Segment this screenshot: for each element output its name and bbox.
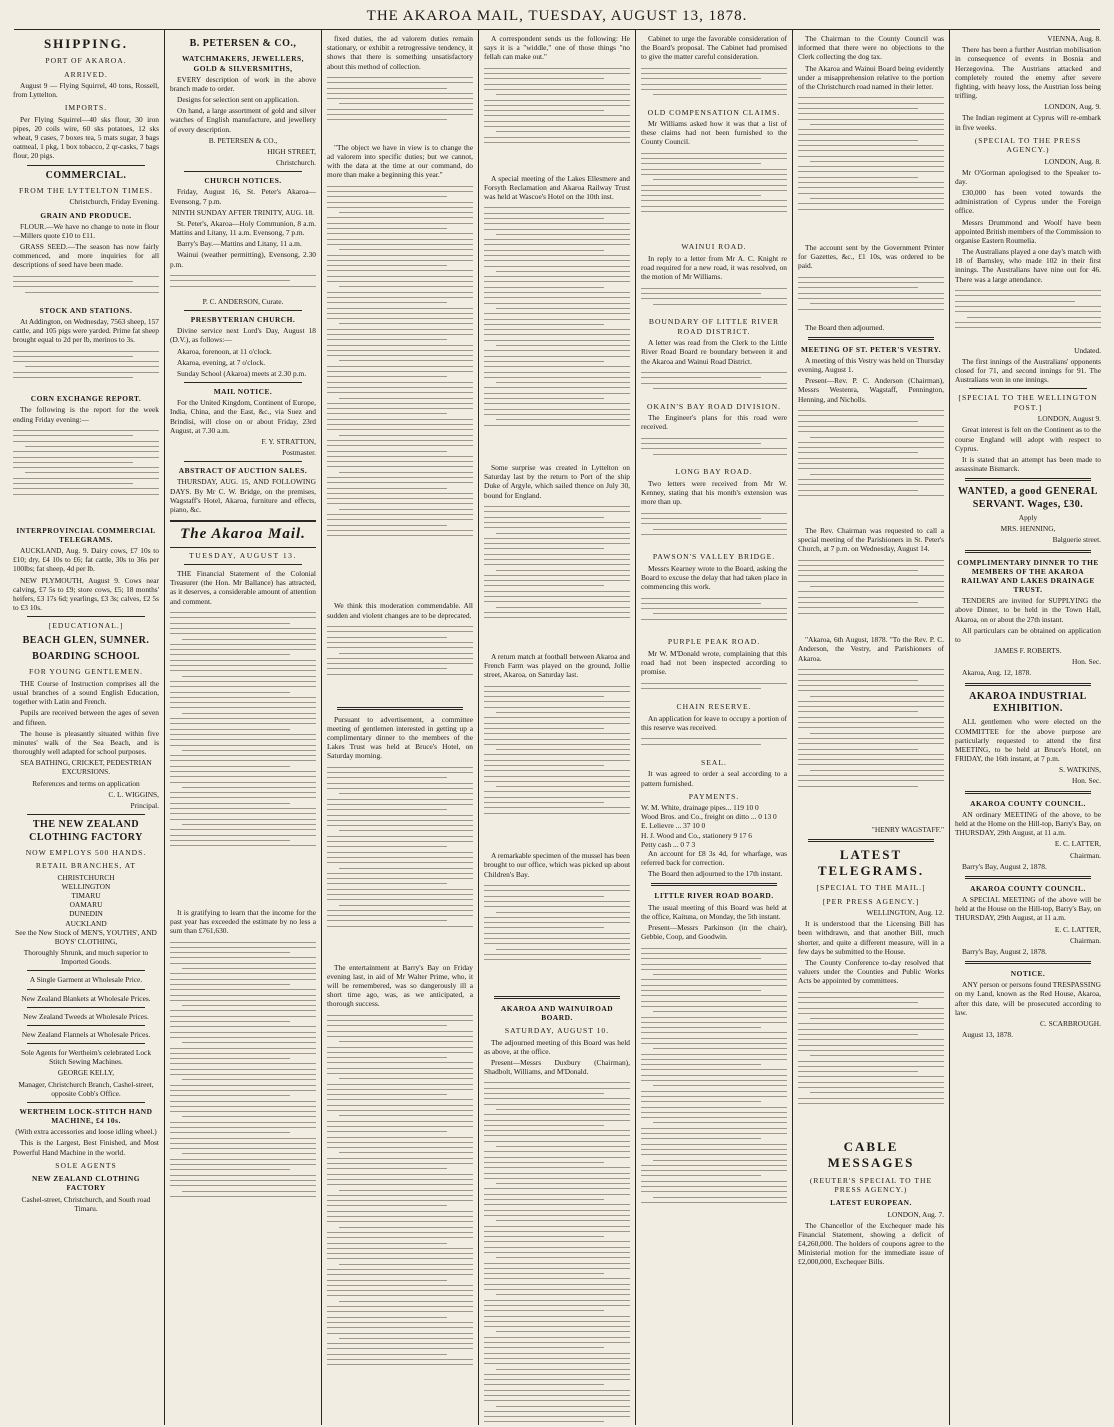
undated-text: The first innings of the Australians' opponents closed for 71, and second innings for 91. The Australians won in one innings. bbox=[955, 356, 1101, 385]
european-heading: LATEST EUROPEAN. bbox=[830, 1198, 912, 1208]
vienna-date: VIENNA, Aug. 8. bbox=[1047, 34, 1101, 43]
pawson-heading: PAWSON'S VALLEY BRIDGE. bbox=[652, 552, 776, 562]
henry-wagstaff-sig: "HENRY WAGSTAFF." bbox=[871, 824, 944, 834]
arrived-text: August 9 — Flying Squirrel, 40 tons, Rossell, from Lyttelton. bbox=[13, 80, 159, 100]
entertainment-text: The entertainment at Barry's Bay on Friday evening last, in aid of Mr Walter Prime, who, it will be remembered, was so dangerously ill a short time ago, was, as we anticipated, a thorough success. bbox=[327, 962, 473, 1009]
sea-text: SEA BATHING, CRICKET, PEDESTRIAN EXCURSIONS. bbox=[20, 758, 152, 777]
telegrams-text-1: It is understood that the Licensing Bill has been withdrawn, and that another Bill, much shorter, and quite a different measure, will in a few days be submitted to the House. bbox=[798, 919, 944, 956]
post-text-2: It is stated that an attempt has been made to assassinate Bismarck. bbox=[955, 454, 1101, 474]
cc-friday: Christchurch, Friday Evening. bbox=[69, 197, 159, 207]
aug13-date: August 13, 1878. bbox=[962, 1030, 1013, 1040]
cabinet-text: Cabinet to urge the favorable consideration of the Board's proposal. The Cabinet had promised to give the matter careful consideration. bbox=[641, 34, 787, 62]
refs-text: References and terms on application bbox=[32, 778, 140, 788]
church-text-3: St. Peter's, Akaroa—Holy Communion, 8 a.m. Mattins and Litany, 11 a.m. Evensong, 7 p.m. bbox=[170, 218, 316, 238]
county-text: AN ordinary MEETING of the above, to be held at the Home on the Hill-top, Barry's Bay, on THURSDAY, 29th August, at 11 a.m. bbox=[955, 809, 1101, 838]
payment-row: Wood Bros. and Co., freight on ditto ... 0 13 0 bbox=[641, 812, 777, 822]
wainui-board-text: The Akaroa and Wainui Board being evidently under a misapprehension relative to the portion of the Christchurch road named in their letter. bbox=[798, 63, 944, 91]
mussel-text: A remarkable specimen of the mussel has been brought to our office, which was picked up about Children's Bay. bbox=[484, 851, 630, 879]
county-council-text: The Chairman to the County Council was informed that there were no objections to the Clerk collecting the dog tax. bbox=[798, 34, 944, 62]
telegrams-date: WELLINGTON, Aug. 12. bbox=[866, 907, 944, 917]
chain-heading: CHAIN RESERVE. bbox=[676, 702, 752, 712]
watchmakers-heading: WATCHMAKERS, JEWELLERS, GOLD & SILVERSMITHS, bbox=[181, 54, 305, 73]
latest-machine: This is the Largest, Best Finished, and Most Powerful Hand Machine in the world. bbox=[13, 1138, 159, 1157]
pupils-text: Pupils are received between the ages of seven and fifteen. bbox=[13, 708, 159, 727]
church-text-4: Barry's Bay.—Mattins and Litany, 11 a.m. bbox=[177, 239, 302, 249]
designs-text: Designs for selection sent on application. bbox=[177, 95, 299, 105]
purple-peak-heading: PURPLE PEAK ROAD. bbox=[667, 637, 761, 647]
little-river-text-2: Present—Messrs Parkinson (in the chair), Gebbie, Coop, and Goodwin. bbox=[641, 923, 787, 942]
wertheim-sub: (With extra accessories and loose idling wheel.) bbox=[15, 1127, 157, 1137]
european-text: The Chancellor of the Exchequer made his Financial Statement, showing a deficit of £4,260,000. The holders of coupons agree to the Ministerial motion for the immediate issue of £2,000,000, Exchequer Bills. bbox=[798, 1220, 944, 1267]
wellington-post-heading: [SPECIAL TO THE WELLINGTON POST.] bbox=[958, 393, 1098, 412]
chairman-sig: Chairman. bbox=[1070, 850, 1101, 860]
branch-item: OAMARU bbox=[69, 900, 103, 910]
on-hand-text: On hand, a large assortment of gold and silver watches of English manufacture, and jewellery of every description. bbox=[170, 106, 316, 134]
corn-heading: CORN EXCHANGE REPORT. bbox=[30, 394, 142, 404]
mail-heading: MAIL NOTICE. bbox=[213, 387, 273, 397]
vienna-text: There has been a further Austrian mobilisation in consequence of events in Bosnia and Herzegovina. The Austrians attacked and completely routed the enemy after severe fighting, with heavy loss, the Austrian loss being trifling. bbox=[955, 45, 1101, 101]
payment-row: E. Lelievre ... 37 10 0 bbox=[641, 821, 706, 831]
okains-text: The Engineer's plans for this road were received. bbox=[641, 413, 787, 432]
notice-text: ANY person or persons found TRESPASSING on my Land, known as the Red House, Akaroa, after this date, will be prosecuted according to law. bbox=[955, 980, 1101, 1017]
column-6 bbox=[793, 30, 950, 1425]
wertheim-heading: WERTHEIM LOCK-STITCH HAND MACHINE, £4 10s. bbox=[19, 1106, 153, 1126]
cashel-text: Cashel-street, Christchurch, and South road Timaru. bbox=[21, 1194, 151, 1213]
london-post-date: LONDON, August 9. bbox=[1037, 414, 1101, 424]
long-bay-text: Two letters were received from Mr W. Kenney, stating that his month's extension was more than up. bbox=[641, 478, 787, 507]
kelly-sig: GEORGE KELLY, bbox=[57, 1068, 115, 1078]
agents: Sole Agents for Wertheim's celebrated Lock Stitch Sewing Machines. bbox=[20, 1048, 152, 1067]
latter-sig: E. C. LATTER, bbox=[1054, 839, 1101, 849]
presby-text-2: Akaroa, forenoon, at 11 o'clock. bbox=[177, 346, 272, 356]
beach-glen-heading: BEACH GLEN, SUMNER. bbox=[22, 634, 150, 646]
cable-heading: CABLE MESSAGES bbox=[827, 1139, 915, 1171]
corn-text: The following is the report for the week ending Friday evening:— bbox=[13, 405, 159, 424]
old-claims-text: Mr Williams asked how it was that a list of these claims had not been furnished to the County Council. bbox=[641, 118, 787, 147]
leader-cont-1: fixed duties, the ad valorem duties remain stationary, or exhibit a retrogressive tendency, it shows that there is something unsatisfactory about this method of collection. bbox=[327, 34, 473, 71]
payments-text: An account for £8 3s 4d, for wharfage, was referred back for correction. bbox=[641, 848, 787, 868]
abstract-heading: ABSTRACT OF AUCTION SALES. bbox=[178, 466, 308, 476]
shipping-heading: SHIPPING. bbox=[43, 36, 129, 51]
payment-row: W. M. White, drainage pipes... 119 10 0 bbox=[641, 803, 759, 813]
london-text-2: Mr O'Gorman apologised to the Speaker to-day. bbox=[955, 167, 1101, 186]
county-text-2: A SPECIAL MEETING of the above will be held at the House on the Hill-top, Barry's Bay, on THURSDAY, 29th August, at 11 a.m. bbox=[955, 895, 1101, 923]
road-board-heading: AKAROA AND WAINUIROAD BOARD. bbox=[500, 1003, 614, 1022]
hon-sec-sig-2: Hon. Sec. bbox=[1072, 776, 1101, 786]
column-7 bbox=[950, 30, 1106, 1425]
chain-text: An application for leave to occupy a portion of this reserve was received. bbox=[641, 713, 787, 732]
trust-meeting-text: A special meeting of the Lakes Ellesmere and Forsyth Reclamation and Akaroa Railway Trust was held at Wascoe's Hotel on the 10th inst. bbox=[484, 173, 630, 201]
hon-sec-sig: Hon. Sec. bbox=[1072, 657, 1101, 667]
grain-heading: GRAIN AND PRODUCE. bbox=[40, 210, 132, 220]
wainui-road-heading: WAINUI ROAD. bbox=[681, 242, 747, 252]
young-gentlemen-heading: FOR YOUNG GENTLEMEN. bbox=[28, 667, 143, 677]
dinner-text-2: All particulars can be obtained on application to bbox=[955, 625, 1101, 644]
vestry-text-2: Present—Rev. P. C. Anderson (Chairman), Messrs Westenra, Wagstaff, Pennington, Henning, and Nicholls. bbox=[798, 376, 944, 404]
branch-list bbox=[13, 873, 159, 928]
okains-heading: OKAIN'S BAY ROAD DIVISION. bbox=[647, 401, 781, 411]
tweeds: New Zealand Tweeds at Wholesale Prices. bbox=[23, 1011, 149, 1021]
payments-heading: PAYMENTS. bbox=[688, 791, 740, 801]
undated: Undated. bbox=[1074, 345, 1101, 355]
interprov-text: AUCKLAND, Aug. 9. Dairy cows, £7 10s to £10; dry, £4 10s to £6; fat cattle, 30s to 36s per 100lbs; fat sheep, 4d per lb. bbox=[13, 546, 159, 574]
european-date: LONDON, Aug. 7. bbox=[887, 1209, 944, 1219]
imports-heading: IMPORTS. bbox=[64, 103, 108, 113]
presby-text-1: Divine service next Lord's Day, August 18 (D.V.), as follows:— bbox=[170, 326, 316, 345]
new-stock: See the New Stock of MEN'S, YOUTHS', AND BOYS' CLOTHING, bbox=[15, 927, 157, 946]
dinner-heading: COMPLIMENTARY DINNER TO THE MEMBERS OF THE AKAROA RAILWAY AND LAKES DRAINAGE TRUST. bbox=[957, 557, 1099, 595]
payment-row: Petty cash ... 0 7 3 bbox=[641, 839, 696, 849]
post-text: Great interest is felt on the Continent as to the course England will adopt with respect to Cyprus. bbox=[955, 425, 1101, 453]
stock-text: At Addington, on Wednesday, 7563 sheep, 157 cattle, and 105 pigs were yarded. Prime fat sheep brought equal to 2d per lb, merinos to 3s. bbox=[13, 316, 159, 345]
column-1 bbox=[8, 30, 165, 1425]
branch-item: DUNEDIN bbox=[69, 909, 103, 919]
nzcf-footer: NEW ZEALAND CLOTHING FACTORY bbox=[31, 1174, 140, 1193]
stock-heading: STOCK AND STATIONS. bbox=[39, 305, 133, 315]
nzc-employs: NOW EMPLOYS 500 HANDS. bbox=[25, 847, 147, 857]
london-text-1: The Indian regiment at Cyprus will re-embark in five weeks. bbox=[955, 113, 1101, 132]
branch-item: AUCKLAND bbox=[65, 918, 107, 928]
branch-item: WELLINGTON bbox=[61, 881, 111, 891]
dinner-text: TENDERS are invited for SUPPLYING the above Dinner, to be held in the Town Hall, Akaroa, on or about the 27th instant. bbox=[955, 596, 1101, 624]
church-text-1: Friday, August 16, St. Peter's Akaroa—Evensong, 7 p.m. bbox=[170, 187, 316, 206]
grain-p2: GRASS SEED.—The season has now fairly commenced, and more inquiries for all descriptions of seed have been made. bbox=[13, 242, 159, 270]
pawson-text: Messrs Kearney wrote to the Board, asking the Board to excuse the delay that had taken place in commencing this work. bbox=[641, 563, 787, 592]
leader-cont-2: "The object we have in view is to change the ad valorem into specific duties; but we cannot, with the data at the time at our command, do more than make a beginning this year." bbox=[327, 142, 473, 180]
road-board-text-2: Present—Messrs Duxbury (Chairman), Shadbolt, Williams, and M'Donald. bbox=[484, 1057, 630, 1077]
petersen-sig-3: Christchurch. bbox=[275, 158, 316, 168]
boundary-heading: BOUNDARY OF LITTLE RIVER ROAD DISTRICT. bbox=[648, 317, 780, 336]
church-text-5: Wainui (weather permitting), Evensong, 2.30 p.m. bbox=[170, 250, 316, 269]
principal-sig: Principal. bbox=[130, 800, 159, 810]
column-3 bbox=[322, 30, 479, 1425]
branch-item: CHRISTCHURCH bbox=[57, 872, 115, 882]
from-times: FROM THE LYTTELTON TIMES. bbox=[18, 185, 154, 195]
petersen-sig-1: B. PETERSEN & CO., bbox=[208, 135, 278, 145]
scarbrough-sig: C. SCARBROUGH. bbox=[1040, 1018, 1101, 1028]
house-text: The house is pleasantly situated within five minutes' walk of the Sea Beach, and is thoroughly well adapted for school purposes. bbox=[13, 728, 159, 757]
single-garment: A Single Garment at Wholesale Price. bbox=[29, 975, 143, 985]
wainui-road-text: In reply to a letter from Mr A. C. Knight re road required for a new road, it was resolved, on the motion of Mr Williams. bbox=[641, 253, 787, 282]
akaroa-date: Akaroa, Aug. 12, 1878. bbox=[962, 668, 1032, 678]
wanted-heading: WANTED, a good GENERAL SERVANT. Wages, £30. bbox=[958, 486, 1098, 510]
balguerie-text: Balguerie street. bbox=[1052, 535, 1101, 545]
manager-text: Manager, Christchurch Branch, Cashel-street, opposite Cobb's Office. bbox=[18, 1079, 154, 1098]
retail-heading: RETAIL BRANCHES, AT bbox=[35, 861, 137, 871]
telegrams-sub-1: [SPECIAL TO THE MAIL.] bbox=[816, 883, 926, 893]
county-heading: AKAROA COUNTY COUNCIL. bbox=[970, 798, 1086, 808]
church-text-2: NINTH SUNDAY AFTER TRINITY, AUG. 18. bbox=[171, 207, 315, 217]
london-text-3: £30,000 has been voted towards the administration of Cyprus under the Foreign office. bbox=[955, 188, 1101, 216]
column-4 bbox=[479, 30, 636, 1425]
nzc-heading: THE NEW ZEALAND CLOTHING FACTORY bbox=[29, 819, 143, 843]
vestry-heading: MEETING OF ST. PETER'S VESTRY. bbox=[800, 344, 941, 354]
branch-item: TIMARU bbox=[71, 891, 101, 901]
course-text: THE Course of Instruction comprises all the usual branches of a sound English Education, together with Latin and French. bbox=[13, 678, 159, 707]
long-bay-heading: LONG BAY ROAD. bbox=[675, 467, 753, 477]
widdle-text: A correspondent sends us the following: He says it is a "widdle," one of those things "no fellah can make out." bbox=[484, 34, 630, 62]
wiggins-sig: C. L. WIGGINS, bbox=[108, 789, 159, 799]
commercial-heading: COMMERCIAL. bbox=[45, 169, 127, 181]
columns bbox=[8, 30, 1106, 1425]
football-text: A return match at football between Akaroa and French Farm was played on the ground, Jollie street, Akaroa, on Saturday last. bbox=[484, 651, 630, 680]
notice-heading: NOTICE. bbox=[1010, 969, 1046, 979]
cricket-text: The Australians played a one day's match with 18 of Barnsley, who made 102 in their first innings. The Australians have nine out for 46. There was a large attendance. bbox=[955, 247, 1101, 284]
church-heading: CHURCH NOTICES. bbox=[204, 176, 282, 186]
telegrams-heading: LATEST TELEGRAMS. bbox=[817, 846, 925, 879]
presby-text-4: Sunday School (Akaroa) meets at 2.30 p.m. bbox=[177, 368, 307, 378]
little-river-text-1: The usual meeting of this Board was held at the office, Kaituna, on Monday, the 5th instant. bbox=[641, 902, 787, 921]
telegrams-sub-2: [PER PRESS AGENCY.] bbox=[822, 896, 920, 906]
leader-text-1: THE Financial Statement of the Colonial Treasurer (the Hon. Mr Ballance) has attracted, as it deserves, a considerable amount of attention and comment. bbox=[170, 569, 316, 606]
payments-table bbox=[641, 803, 787, 849]
duke-argyle-text: Some surprise was created in Lyttelton on Saturday last by the return to Port of the ship Duke of Argyle, which sailed thence on July 30, bound for England. bbox=[484, 463, 630, 500]
column-5 bbox=[636, 30, 793, 1425]
vestry-text-3: The Rev. Chairman was requested to call a special meeting of the Parishioners in St. Peter's Church, at 7 p.m. on Wednesday, August 14. bbox=[798, 525, 944, 554]
postmaster-sig: Postmaster. bbox=[282, 448, 316, 458]
henning-sig: MRS. HENNING, bbox=[1000, 524, 1056, 534]
leader-cont-3: We think this moderation commendable. All sudden and violent changes are to be deprecated. bbox=[327, 601, 473, 620]
mail-text: For the United Kingdom, Continent of Europe, India, China, and the East, &c., via Suez and Brindisi, will close on or about Friday, 23rd August, at 7.30 a.m. bbox=[170, 398, 316, 435]
church-sig: P. C. ANDERSON, Curate. bbox=[202, 296, 284, 306]
port-heading: PORT OF AKAROA. bbox=[45, 56, 127, 66]
every-text: EVERY description of work in the above branch made to order. bbox=[170, 74, 316, 93]
old-claims-heading: OLD COMPENSATION CLAIMS. bbox=[647, 107, 781, 117]
abstract-text: THURSDAY, AUG. 15, AND FOLLOWING DAYS. By Mr C. W. Bridge, on the premises, Wagstaff's Hotel, Akaroa, furniture and effects, piano, &c. bbox=[170, 477, 316, 514]
dinner-committee-text: Pursuant to advertisement, a committee meeting of gentlemen interested in getting up a complimentary dinner to the members of the Lakes Trust was held at Bruce's Hotel, on Saturday morning. bbox=[327, 714, 473, 761]
interprov-heading: INTERPROVINCIAL COMMERCIAL TELEGRAMS. bbox=[16, 525, 156, 544]
london-date-1: LONDON, Aug. 9. bbox=[1044, 102, 1101, 112]
exhibition-text: ALL gentlemen who were elected on the COMMITTEE for the above purpose are particularly requested to attend the first MEETING, to be held at Bruce's Hotel, on FRIDAY, the 16th instant, at 7 p.m. bbox=[955, 717, 1101, 764]
boundary-text: A letter was read from the Clerk to the Little River Road Board re boundary between it and the Akaroa and Wainui Road District. bbox=[641, 338, 787, 366]
wagstaff-letter: "Akaroa, 6th August, 1878. "To the Rev. P. C. Anderson, the Vestry, and Parishioners of Akaroa. bbox=[798, 635, 944, 663]
latter-sig-2: E. C. LATTER, bbox=[1054, 924, 1101, 934]
county-heading-2: AKAROA COUNTY COUNCIL. bbox=[970, 883, 1086, 893]
vestry-text-1: A meeting of this Vestry was held on Thursday evening, August 1. bbox=[798, 355, 944, 375]
special-agency: (SPECIAL TO THE PRESS AGENCY.) bbox=[974, 135, 1082, 155]
apply-text: Apply bbox=[1018, 513, 1038, 523]
watkins-sig: S. WATKINS, bbox=[1059, 765, 1101, 775]
nameplate: The Akaroa Mail. bbox=[170, 520, 316, 548]
flannels: New Zealand Flannels at Wholesale Prices. bbox=[21, 1029, 151, 1039]
sole-agents: SOLE AGENTS bbox=[55, 1160, 117, 1170]
presby-text-3: Akaroa, evening, at 7 o'clock. bbox=[177, 357, 266, 367]
little-river-heading: LITTLE RIVER ROAD BOARD. bbox=[654, 891, 774, 901]
boarding-heading: BOARDING SCHOOL bbox=[32, 651, 140, 663]
chairman-sig-2: Chairman. bbox=[1070, 935, 1101, 945]
bb-date-2: Barry's Bay, August 2, 1878. bbox=[962, 946, 1047, 956]
payment-row: H. J. Wood and Co., stationery 9 17 6 bbox=[641, 830, 752, 840]
presby-heading: PRESBYTERIAN CHURCH. bbox=[190, 315, 296, 324]
arrived-heading: ARRIVED. bbox=[64, 69, 108, 79]
seal-heading: SEAL. bbox=[701, 757, 727, 767]
payments-text-2: The Board then adjourned to the 17th instant. bbox=[648, 869, 783, 879]
road-board-text-1: The adjourned meeting of this Board was held as above, at the office. bbox=[484, 1037, 630, 1056]
road-board-date: SATURDAY, AUGUST 10. bbox=[504, 1026, 610, 1036]
masthead: THE AKAROA MAIL, TUESDAY, AUGUST 13, 1878. bbox=[14, 6, 1100, 30]
leader-text-2: It is gratifying to learn that the income for the past year has exceeded the estimate by no less a sum than £761,630. bbox=[170, 907, 316, 936]
printer-account-text: The account sent by the Government Printer for Gazettes, &c., £1 10s, was ordered to be paid. bbox=[798, 243, 944, 271]
blankets: New Zealand Blankets at Wholesale Prices. bbox=[21, 993, 151, 1003]
exhibition-heading: AKAROA INDUSTRIAL EXHIBITION. bbox=[969, 690, 1087, 715]
london-text-4: Messrs Drummond and Woolf have been appointed British members of the Commission to organise Eastern Roumelia. bbox=[955, 217, 1101, 245]
london-date-2: LONDON, Aug. 8. bbox=[1044, 156, 1101, 166]
interprov-text-2: NEW PLYMOUTH, August 9. Cows near calving, £7 5s to £9; store cows, £5; 18 months' heifers, £3 17s 6d; yearlings, £3 3s; calves, £2 5s to £3 10s. bbox=[13, 575, 159, 613]
imports-text: Per Flying Squirrel—40 sks flour, 30 iron pipes, 20 coils wire, 60 sks potatoes, 12 sks wheat, 9 cases, 7 boxes tea, 5 mats sugar, 3 bags oatmeal, 1 pkg, 1 box tobacco, 2 qr-casks, 7 bags flour, 20 pigs. bbox=[13, 114, 159, 161]
cable-sub: (REUTER'S SPECIAL TO THE PRESS AGENCY.) bbox=[809, 1175, 933, 1194]
educational-heading: [EDUCATIONAL.] bbox=[48, 621, 124, 631]
grain-p1: FLOUR.—We have no change to note in flour—Millers quote £10 to £11. bbox=[13, 221, 159, 240]
mail-sig: F. Y. STRATTON, bbox=[261, 436, 316, 446]
bb-date: Barry's Bay, August 2, 1878. bbox=[962, 861, 1047, 871]
board-adjourned: The Board then adjourned. bbox=[805, 322, 885, 332]
shrunk-text: Thoroughly Shrunk, and much superior to Imported Goods. bbox=[23, 948, 149, 967]
petersen-heading: B. PETERSEN & CO., bbox=[189, 38, 297, 49]
petersen-sig-2: HIGH STREET, bbox=[267, 146, 316, 156]
column-2 bbox=[165, 30, 322, 1425]
seal-text: It was agreed to order a seal according to a pattern furnished. bbox=[641, 769, 787, 788]
purple-peak-text: Mr W. M'Donald wrote, complaining that this road had not been inspected according to promise. bbox=[641, 648, 787, 677]
dateline: TUESDAY, AUGUST 13. bbox=[189, 550, 297, 560]
telegrams-text-2: The County Conference to-day resolved that valuers under the Counties and Public Works Acts be appointed by committees. bbox=[798, 957, 944, 986]
roberts-sig: JAMES F. ROBERTS. bbox=[994, 646, 1062, 656]
